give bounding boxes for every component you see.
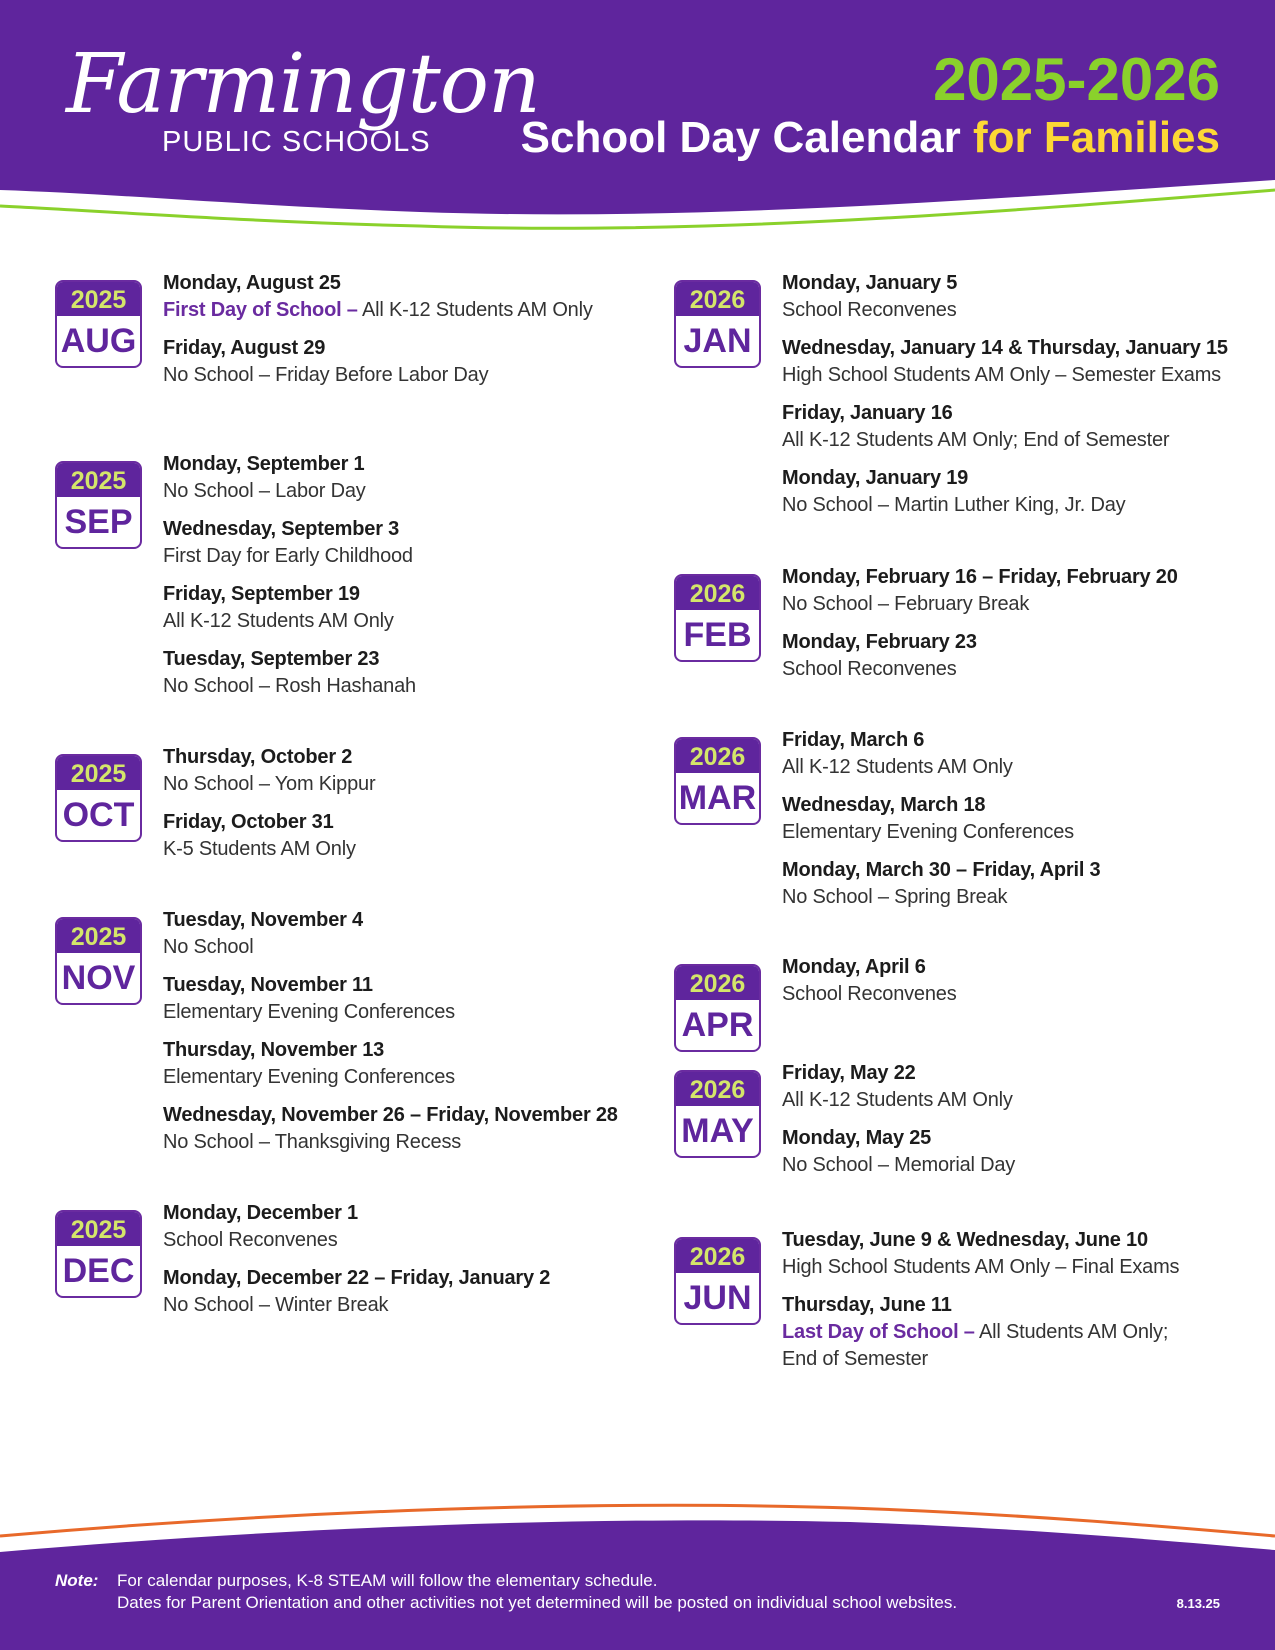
event-item [163, 972, 655, 1026]
badge-month: MAR [678, 779, 757, 817]
event-date: Wednesday, March 18 [782, 794, 986, 816]
event-date: Thursday, November 13 [163, 1039, 385, 1061]
event-emphasis: Last Day of School – [782, 1321, 975, 1343]
event-item [163, 270, 655, 324]
event-text: No School – Labor Day [163, 480, 366, 502]
event-text: No School – Martin Luther King, Jr. Day [782, 494, 1126, 516]
badge-year: 2025 [57, 282, 140, 316]
event-text: No School – Thanksgiving Recess [163, 1131, 462, 1153]
badge-month: MAY [681, 1112, 754, 1150]
event-text: No School [163, 936, 254, 958]
event-emphasis: First Day of School – [163, 299, 358, 321]
event-item [782, 857, 1274, 911]
event-text: All K-12 Students AM Only [163, 610, 394, 632]
event-date: Friday, January 16 [782, 402, 953, 424]
left-column [55, 270, 655, 1375]
event-text [782, 1319, 1182, 1373]
event-text: School Reconvenes [782, 658, 957, 680]
event-text: No School – Rosh Hashanah [163, 675, 416, 697]
badge-year: 2025 [57, 919, 140, 953]
month-badge [55, 1210, 142, 1298]
event-text: No School – Friday Before Labor Day [163, 364, 489, 386]
event-item [782, 270, 1274, 324]
month-block-aug [55, 270, 655, 389]
month-block-oct [55, 744, 655, 863]
event-desc: All K-12 Students AM Only [357, 299, 593, 321]
month-block-jun [674, 1227, 1274, 1373]
event-text: Elementary Evening Conferences [163, 1066, 455, 1088]
event-desc: All Students AM Only; End of Semester [782, 1321, 1169, 1370]
month-badge [674, 1237, 761, 1325]
event-item [163, 646, 655, 700]
badge-month: DEC [62, 1252, 135, 1290]
event-item [163, 744, 655, 798]
badge-month: FEB [683, 616, 752, 654]
month-block-dec [55, 1200, 655, 1319]
event-date: Friday, March 6 [782, 729, 925, 751]
event-item [782, 564, 1274, 618]
event-item [782, 400, 1274, 454]
note-line-1: For calendar purposes, K-8 STEAM will follow the elementary schedule. [117, 1571, 658, 1590]
month-badge [674, 737, 761, 825]
event-text: All K-12 Students AM Only [782, 756, 1013, 778]
event-item [782, 1292, 1182, 1373]
month-badge [55, 917, 142, 1005]
badge-year: 2026 [676, 1072, 759, 1106]
month-badge [55, 280, 142, 368]
month-badge [674, 574, 761, 662]
event-text: No School – February Break [782, 593, 1030, 615]
badge-month: SEP [64, 503, 133, 541]
logo-script: Farmington [66, 37, 540, 132]
event-date: Monday, February 16 – Friday, February 20 [782, 566, 1178, 588]
event-date: Thursday, June 11 [782, 1294, 952, 1316]
header-banner [0, 0, 1275, 240]
event-date: Wednesday, November 26 – Friday, November 28 [163, 1104, 618, 1126]
event-item [163, 907, 655, 961]
month-block-may [674, 1060, 1274, 1179]
event-text: Elementary Evening Conferences [782, 821, 1074, 843]
note-line-2: Dates for Parent Orientation and other activities not yet determined will be posted on individual school websites. [117, 1593, 958, 1612]
badge-year: 2026 [676, 966, 759, 1000]
event-date: Monday, December 1 [163, 1202, 358, 1224]
event-item [163, 451, 655, 505]
event-item [163, 1037, 655, 1091]
event-date: Tuesday, September 23 [163, 648, 380, 670]
event-item [782, 1060, 1274, 1114]
event-item [782, 727, 1274, 781]
event-date: Monday, May 25 [782, 1127, 932, 1149]
event-item [782, 465, 1274, 519]
event-item [163, 581, 655, 635]
event-date: Monday, March 30 – Friday, April 3 [782, 859, 1101, 881]
event-text: High School Students AM Only – Final Exams [782, 1256, 1180, 1278]
month-badge [674, 1070, 761, 1158]
badge-year: 2026 [676, 1239, 759, 1273]
event-text: School Reconvenes [782, 983, 957, 1005]
event-text: School Reconvenes [163, 1229, 338, 1251]
event-date: Wednesday, January 14 & Thursday, January 15 [782, 337, 1228, 359]
event-item [782, 629, 1274, 683]
month-block-sep [55, 451, 655, 700]
month-block-mar [674, 727, 1274, 911]
event-item [782, 1227, 1274, 1281]
version-date: 8.13.25 [1176, 1596, 1220, 1611]
event-date: Tuesday, November 11 [163, 974, 373, 996]
event-text: High School Students AM Only – Semester Exams [782, 364, 1221, 386]
event-date: Friday, October 31 [163, 811, 334, 833]
event-text: First Day for Early Childhood [163, 545, 413, 567]
event-date: Monday, December 22 – Friday, January 2 [163, 1267, 551, 1289]
badge-month: OCT [62, 796, 135, 834]
event-text: K-5 Students AM Only [163, 838, 356, 860]
event-text: Elementary Evening Conferences [163, 1001, 455, 1023]
badge-year: 2026 [676, 739, 759, 773]
event-item [163, 335, 655, 389]
event-date: Friday, September 19 [163, 583, 360, 605]
month-badge [55, 461, 142, 549]
event-item [163, 1265, 655, 1319]
badge-year: 2025 [57, 1212, 140, 1246]
badge-year: 2026 [676, 576, 759, 610]
event-date: Monday, April 6 [782, 956, 926, 978]
event-date: Friday, August 29 [163, 337, 326, 359]
month-block-jan [674, 270, 1274, 519]
event-item [782, 335, 1274, 389]
title-main-text: School Day Calendar [520, 113, 961, 162]
event-text: No School – Memorial Day [782, 1154, 1016, 1176]
event-item [782, 1125, 1274, 1179]
right-column [674, 270, 1274, 1429]
event-item [163, 1102, 655, 1156]
title-main [520, 113, 1220, 162]
badge-month: JUN [683, 1279, 752, 1317]
event-text: No School – Spring Break [782, 886, 1008, 908]
badge-month: NOV [61, 959, 136, 997]
title-highlight: for Families [973, 113, 1220, 162]
month-block-apr [674, 954, 1274, 1052]
event-date: Thursday, October 2 [163, 746, 353, 768]
badge-month: AUG [60, 322, 137, 360]
event-item [163, 516, 655, 570]
event-text: No School – Winter Break [163, 1294, 389, 1316]
month-badge [55, 754, 142, 842]
badge-month: JAN [683, 322, 752, 360]
event-date: Monday, August 25 [163, 272, 341, 294]
badge-year: 2025 [57, 463, 140, 497]
badge-year: 2026 [676, 282, 759, 316]
event-text: School Reconvenes [782, 299, 957, 321]
event-text: All K-12 Students AM Only [782, 1089, 1013, 1111]
event-item [782, 954, 1274, 1008]
event-date: Monday, January 19 [782, 467, 969, 489]
event-item [782, 792, 1274, 846]
title-year: 2025-2026 [933, 46, 1220, 113]
event-date: Wednesday, September 3 [163, 518, 400, 540]
event-date: Monday, September 1 [163, 453, 365, 475]
event-text: No School – Yom Kippur [163, 773, 376, 795]
month-badge [674, 280, 761, 368]
event-date: Tuesday, November 4 [163, 909, 363, 931]
event-text [163, 297, 655, 324]
badge-year: 2025 [57, 756, 140, 790]
logo-subtitle: PUBLIC SCHOOLS [162, 126, 431, 158]
note-label: Note: [55, 1571, 99, 1590]
event-item [163, 809, 655, 863]
event-date: Monday, February 23 [782, 631, 977, 653]
event-date: Tuesday, June 9 & Wednesday, June 10 [782, 1229, 1148, 1251]
event-item [163, 1200, 655, 1254]
badge-month: APR [681, 1006, 754, 1044]
month-badge [674, 964, 761, 1052]
event-date: Monday, January 5 [782, 272, 958, 294]
event-text: All K-12 Students AM Only; End of Semester [782, 429, 1170, 451]
event-date: Friday, May 22 [782, 1062, 916, 1084]
month-block-nov [55, 907, 655, 1156]
month-block-feb [674, 564, 1274, 683]
